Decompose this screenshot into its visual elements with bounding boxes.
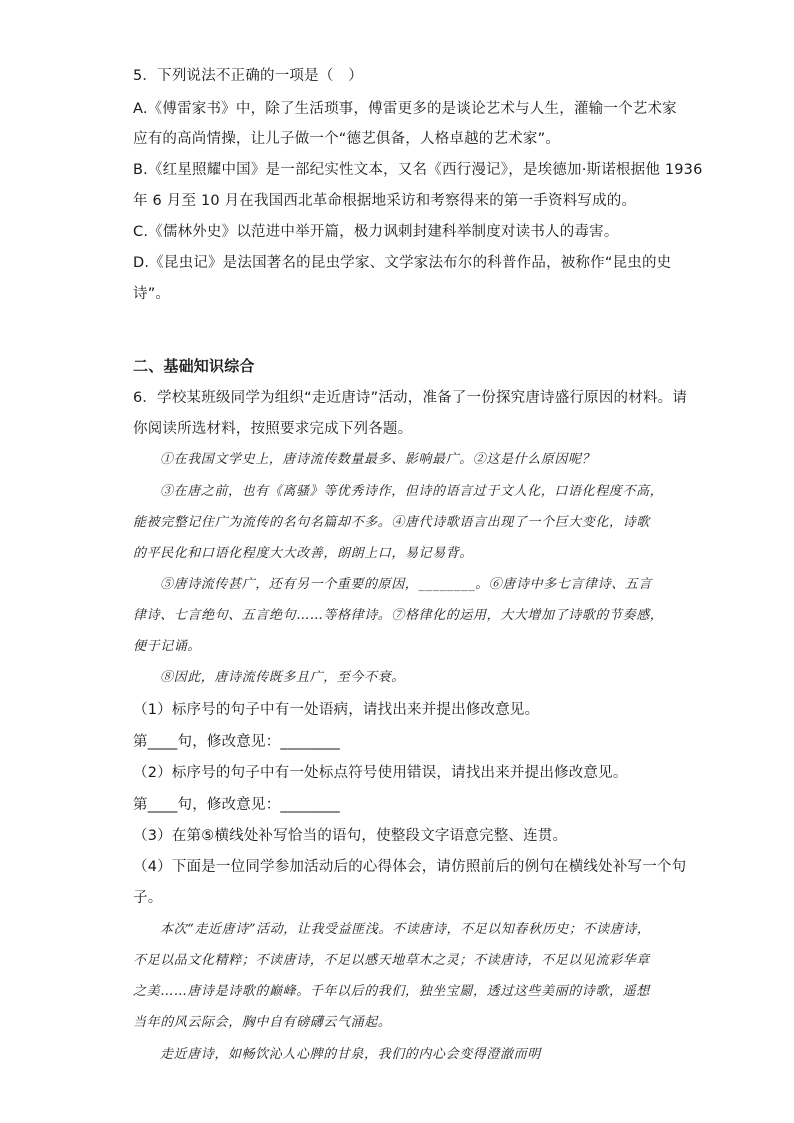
material-line2: ③在唐之前，也有《离骚》等优秀诗作，但诗的语言过于文人化，口语化程度不高， xyxy=(160,484,664,499)
q5-option-a-line1: A.《傅雷家书》中，除了生活琐事，傅雷更多的是谈论艺术与人生，灌输一个艺术家 xyxy=(133,101,677,117)
material-line6: 律诗、七言绝句、五言绝句……等格律诗。⑦格律化的运用，大大增加了诗歌的节奏感， xyxy=(133,608,664,623)
q6-stem-line1: 6．学校某班级同学为组织“走近唐诗”活动，准备了一份探究唐诗盛行原因的材料。请 xyxy=(133,390,688,406)
material-line4: 的平民化和口语化程度大大改善，朗朗上口，易记易背。 xyxy=(133,546,474,561)
q5-option-a-line2: 应有的高尚情操，让儿子做一个“德艺俱备，人格卓越的艺术家”。 xyxy=(133,131,561,147)
q5-option-b-line2: 年 6 月至 10 月在我国西北革命根据地采访和考察得来的第一手资料写成的。 xyxy=(133,193,637,209)
material-line1: ①在我国文学史上，唐诗流传数量最多、影响最广。②这是什么原因呢？ xyxy=(160,452,596,467)
essay-line1: 本次“走近唐诗”活动，让我受益匪浅。不读唐诗，不足以知春秋历史；不读唐诗， xyxy=(160,922,651,937)
subq1-answer-blank: 第____句，修改意见：________ xyxy=(133,734,340,750)
subq2-prompt: （2）标序号的句子中有一处标点符号使用错误，请找出来并提出修改意见。 xyxy=(133,765,628,781)
q5-option-c: C.《儒林外史》以范进中举开篇，极力讽刺封建科举制度对读书人的毒害。 xyxy=(133,224,619,240)
essay-line5: 走近唐诗，如畅饮沁人心脾的甘泉，我们的内心会变得澄澈而明 xyxy=(160,1047,541,1062)
essay-line3: 之美……唐诗是诗歌的巅峰。千年以后的我们，独坐宝罽，透过这些美丽的诗歌，遥想 xyxy=(133,984,650,999)
q5-option-d-line2: 诗”。 xyxy=(133,286,171,302)
material-line5: ⑤唐诗流传甚广，还有另一个重要的原因，________。⑥唐诗中多七言律诗、五言 xyxy=(160,577,653,592)
subq4-prompt-line2: 子。 xyxy=(133,890,163,906)
section-heading: 二、基础知识综合 xyxy=(133,357,255,375)
essay-line2: 不足以品文化精粹；不读唐诗，不足以感天地草木之灵；不读唐诗，不足以见流彩华章 xyxy=(133,953,650,968)
subq2-answer-blank: 第____句，修改意见：________ xyxy=(133,797,340,813)
subq4-prompt-line1: （4）下面是一位同学参加活动后的心得体会，请仿照前后的例句在横线处补写一个句 xyxy=(133,859,687,875)
subq1-prompt: （1）标序号的句子中有一处语病，请找出来并提出修改意见。 xyxy=(133,702,540,718)
material-line3: 能被完整记住广为流传的名句名篇却不多。④唐代诗歌语言出现了一个巨大变化，诗歌 xyxy=(133,515,650,530)
q5-option-b-line1: B.《红星照耀中国》是一部纪实性文本，又名《西行漫记》，是埃德加·斯诺根据他 1936 xyxy=(133,162,703,178)
q5-option-d-line1: D.《昆虫记》是法国著名的昆虫学家、文学家法布尔的科普作品，被称作“昆虫的史 xyxy=(133,255,672,271)
essay-line4: 当年的风云际会，胸中自有磅礴云气涌起。 xyxy=(133,1015,392,1030)
q5-stem: 5．下列说法不正确的一项是（ ） xyxy=(133,68,363,84)
q6-stem-line2: 你阅读所选材料，按照要求完成下列各题。 xyxy=(133,421,413,437)
subq3-prompt: （3）在第⑤横线处补写恰当的语句，使整段文字语意完整、连贯。 xyxy=(133,828,568,844)
material-line7: 便于记诵。 xyxy=(133,639,202,654)
material-line8: ⑧因此，唐诗流传既多且广，至今不衰。 xyxy=(160,670,405,685)
